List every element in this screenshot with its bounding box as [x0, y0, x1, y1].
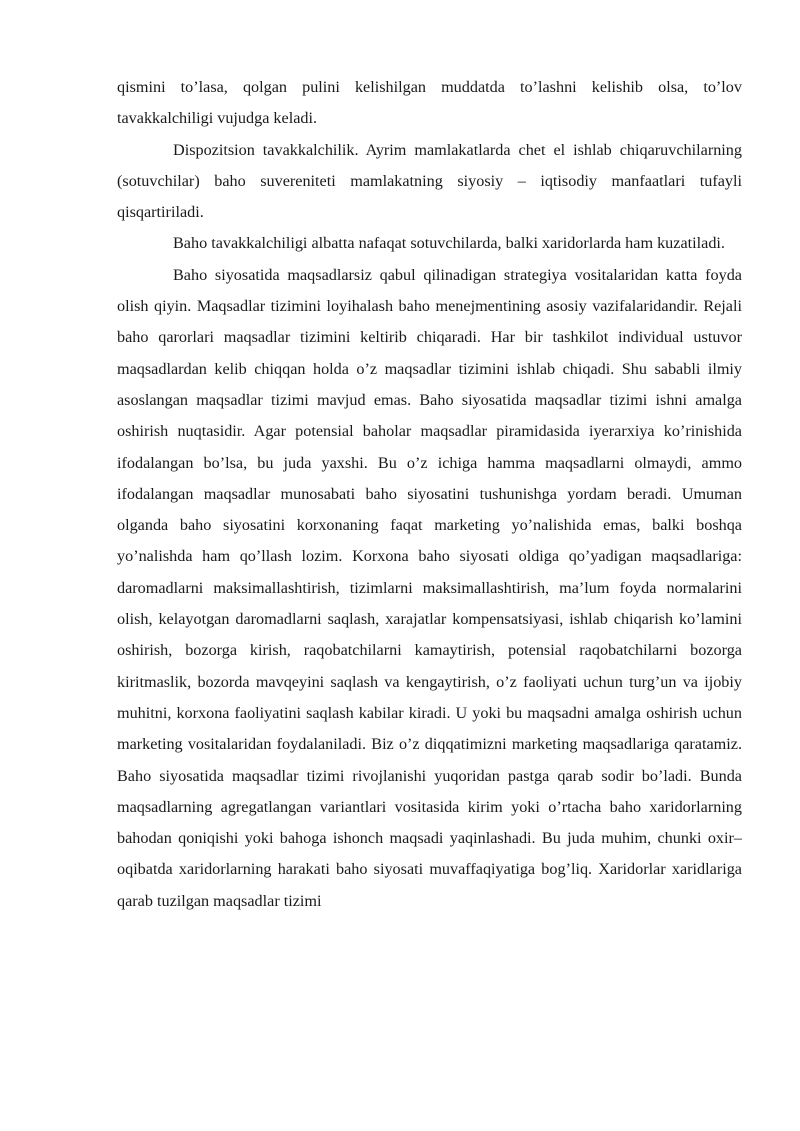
paragraph-payment-risk: qismini to’lasa, qolgan pulini kelishilgan muddatda to’lashni kelishib olsa, to’lov tavakkalchiligi vujudga keladi.	[117, 78, 742, 128]
document-page	[117, 72, 742, 917]
paragraph-price-risk: Baho tavakkalchiligi albatta nafaqat sotuvchilarda, balki xaridorlarda ham kuzatiladi.	[173, 234, 725, 253]
paragraph-price-policy-goals: Baho siyosatida maqsadlarsiz qabul qilinadigan strategiya vositalaridan katta foyda olish qiyin. Maqsadlar tizimini loyihalash baho menejmentining asosiy vazifalaridandir. Rejali baho qarorlari maqsadlar tizimini keltirib chiqaradi. Har bir tashkilot individual ustuvor maqsadlardan kelib chiqqan holda o’z maqsadlar tizimini ishlab chiqadi. Shu sababli ilmiy asoslangan maqsadlar tizimi mavjud emas. Baho siyosatida maqsadlar tizimi ishni amalga oshirish nuqtasidir. Agar potensial baholar maqsadlar piramidasida iyerarxiya ko’rinishida ifodalangan bo’lsa, bu juda yaxshi. Bu o’z ichiga hamma maqsadlarni olmaydi, ammo ifodalangan maqsadlar munosabati baho siyosatini tushunishga yordam beradi. Umuman olganda baho siyosatini korxonaning faqat marketing yo’nalishida emas, balki boshqa yo’nalishda ham qo’llash lozim. Korxona baho siyosati oldiga qo’yadigan maqsadlariga: daromadlarni maksimallashtirish, tizimlarni maksimallashtirish, ma’lum foyda normalarini olish, kelayotgan daromadlarni saqlash, xarajatlar kompensatsiyasi, ishlab chiqarish ko’lamini oshirish, bozorga kirish, raqobatchilarni kamaytirish, potensial raqobatchilarni bozorga kiritmaslik, bozorda mavqeyini saqlash va kengaytirish, o’z faoliyati uchun turg’un va ijobiy muhitni, korxona faoliyatini saqlash kabilar kiradi. U yoki bu maqsadni amalga oshirish uchun marketing vositalaridan foydalaniladi. Biz o’z diqqatimizni marketing maqsadlariga qaratamiz. Baho siyosatida maqsadlar tizimi rivojlanishi yuqoridan pastga qarab sodir bo’ladi. Bunda maqsadlarning agregatlangan variantlari vositasida kirim yoki o’rtacha baho xaridorlarning bahodan qoniqishi yoki bahoga ishonch maqsadi yaqinlashadi. Bu juda muhim, chunki oxir–oqibatda xaridorlarning harakati baho siyosati muvaffaqiyatiga bog’liq. Xaridorlar xaridlariga qarab tuzilgan maqsadlar tizimi	[117, 265, 742, 910]
paragraph-dispositional-risk: Dispozitsion tavakkalchilik. Ayrim mamlakatlarda chet el ishlab chiqaruvchilarning (sotuvchilar) baho suvereniteti mamlakatning siyosiy – iqtisodiy manfaatlari tufayli qisqartiriladi.	[117, 140, 742, 222]
